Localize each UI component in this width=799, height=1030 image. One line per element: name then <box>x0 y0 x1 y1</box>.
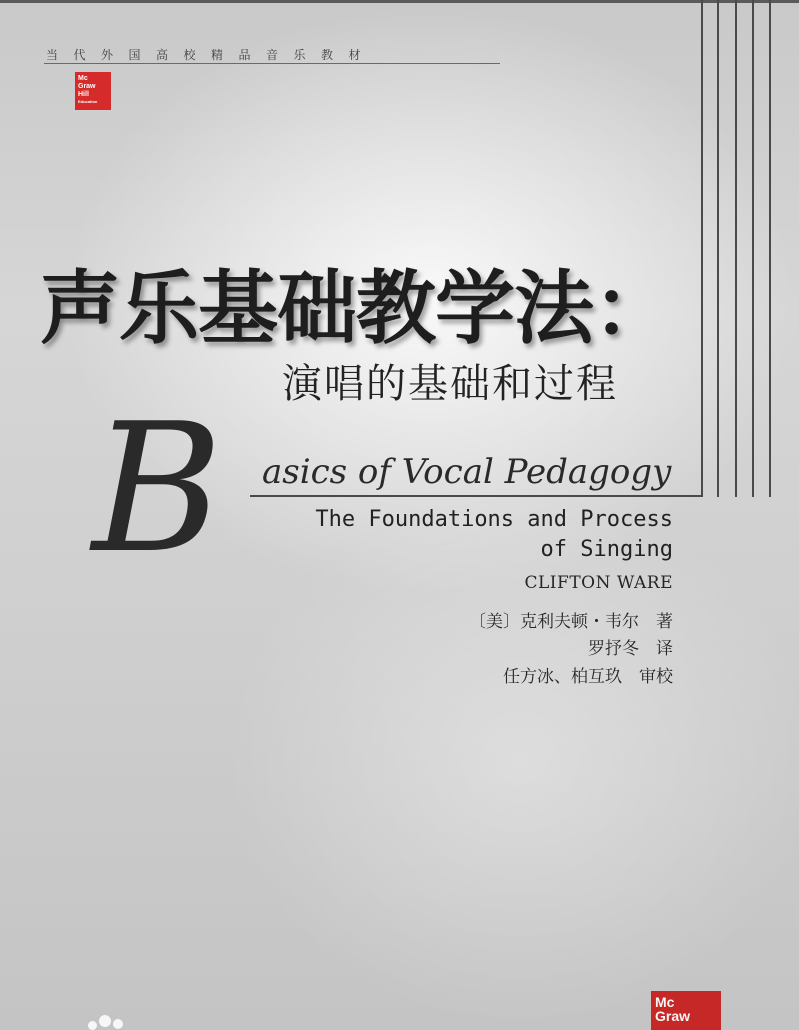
logo-word: Mc <box>78 75 88 82</box>
series-line: 当代外国高校精品音乐教材 <box>46 48 377 62</box>
staff-line <box>769 0 771 497</box>
mcgraw-hill-logo-bottom <box>651 991 721 1030</box>
mcgraw-hill-logo <box>75 72 111 110</box>
translator: 罗抒冬 译 <box>588 639 673 659</box>
title-en: asics of Vocal Pedagogy <box>262 452 672 492</box>
logo-word: Graw <box>78 83 96 90</box>
author-en: CLIFTON WARE <box>524 573 673 593</box>
logo-word: Education <box>78 99 98 104</box>
subtitle-en-line2: of Singing <box>540 537 673 562</box>
series-rule <box>44 63 500 64</box>
staff-line <box>752 0 754 497</box>
staff-line <box>735 0 737 497</box>
author-zh: 〔美〕克利夫顿・韦尔 著 <box>469 612 673 632</box>
staff-baseline <box>250 495 702 497</box>
logo-word: Hill <box>78 91 89 98</box>
reviewers: 任方冰、柏互玖 审校 <box>503 667 673 687</box>
logo-word: Graw <box>655 1008 691 1024</box>
title-en-initial: B <box>92 385 223 592</box>
title-zh: 声乐基础教学法： <box>40 261 672 355</box>
staff-line <box>717 0 719 497</box>
subtitle-en-line1: The Foundations and Process <box>315 507 673 532</box>
staff-line <box>701 0 703 497</box>
decorative-bubbles-icon <box>88 1013 128 1030</box>
logo-word: Mc <box>655 994 675 1010</box>
top-edge <box>0 0 799 3</box>
subtitle-zh: 演唱的基础和过程 <box>282 361 618 407</box>
